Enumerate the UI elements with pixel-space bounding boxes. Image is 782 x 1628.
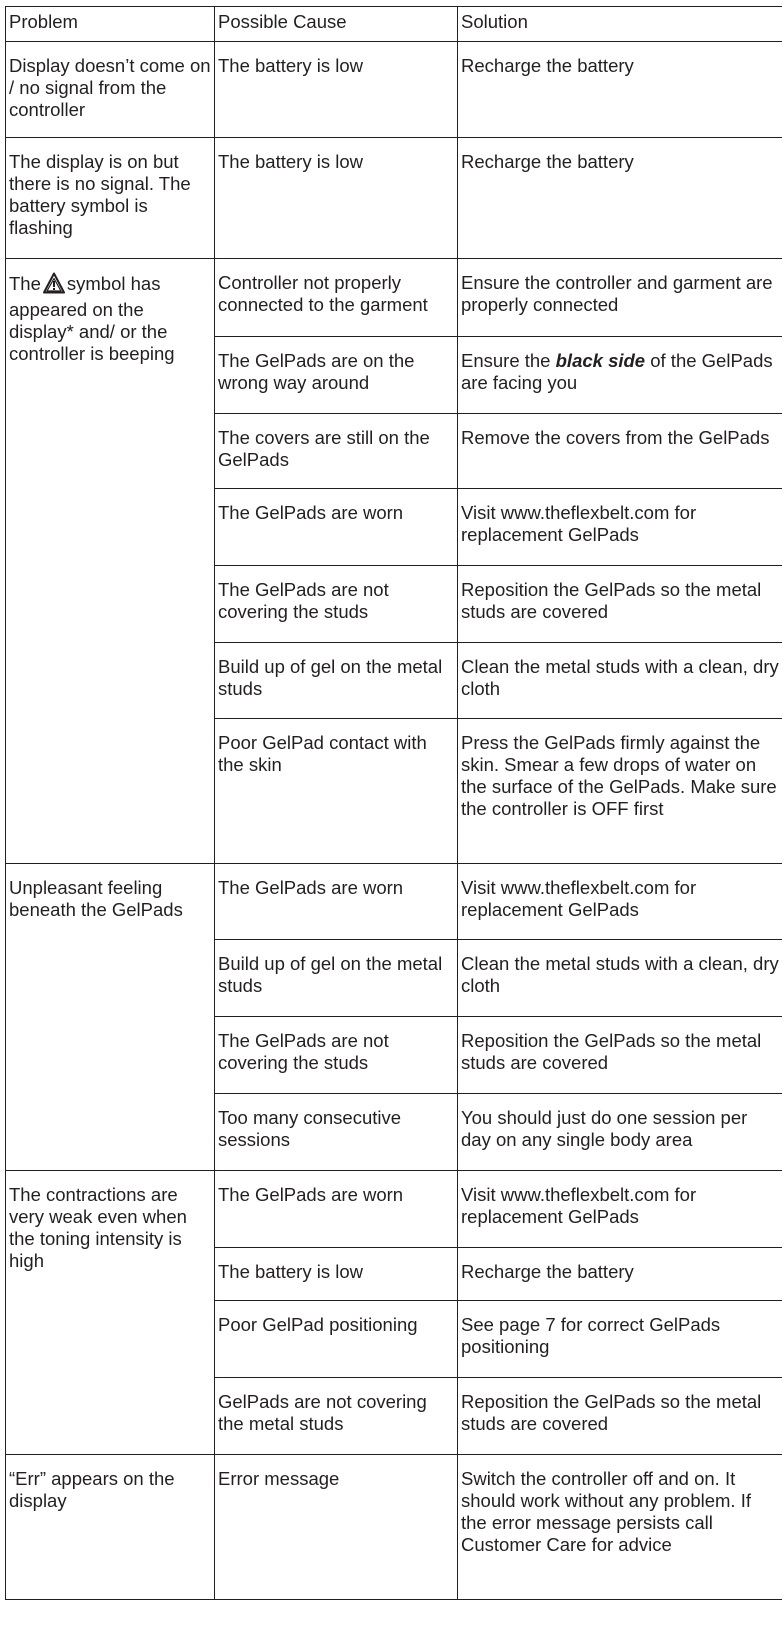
solution-cell: See page 7 for correct GelPads positioning <box>458 1301 782 1378</box>
table-row <box>6 1171 782 1248</box>
cause-cell: The GelPads are worn <box>215 864 458 940</box>
problem-cell: “Err” appears on the display <box>6 1455 215 1600</box>
cause-cell: Build up of gel on the metal studs <box>215 940 458 1017</box>
solution-suffix: of the GelPads are facing you <box>461 350 773 393</box>
solution-cell: Recharge the battery <box>458 138 782 259</box>
solution-cell: Clean the metal studs with a clean, dry cloth <box>458 940 782 1017</box>
cause-cell: The GelPads are on the wrong way around <box>215 337 458 414</box>
header-problem: Problem <box>6 7 215 42</box>
solution-cell: You should just do one session per day on any single body area <box>458 1094 782 1171</box>
problem-cell: The contractions are very weak even when the toning intensity is high <box>6 1171 215 1455</box>
solution-cell: Reposition the GelPads so the metal studs are covered <box>458 566 782 643</box>
problem-suffix: symbol has appeared on the display* and/ or the controller is beeping <box>9 273 175 364</box>
header-solution: Solution <box>458 7 782 42</box>
cause-cell: Build up of gel on the metal studs <box>215 643 458 719</box>
solution-cell: Remove the covers from the GelPads <box>458 414 782 489</box>
solution-cell: Press the GelPads firmly against the skin. Smear a few drops of water on the surface of the GelPads. Make sure the controller is OFF first <box>458 719 782 864</box>
solution-cell: Reposition the GelPads so the metal studs are covered <box>458 1017 782 1094</box>
cause-cell: Poor GelPad positioning <box>215 1301 458 1378</box>
cause-cell: GelPads are not covering the metal studs <box>215 1378 458 1455</box>
solution-prefix: Ensure the <box>461 350 551 371</box>
cause-cell: Controller not properly connected to the garment <box>215 259 458 337</box>
header-cause: Possible Cause <box>215 7 458 42</box>
solution-cell: Visit www.theflexbelt.com for replacement GelPads <box>458 489 782 566</box>
table-row <box>6 138 782 259</box>
solution-cell: Recharge the battery <box>458 1248 782 1301</box>
problem-cell-warning <box>6 259 215 864</box>
cause-cell: The GelPads are not covering the studs <box>215 566 458 643</box>
problem-prefix: The <box>9 273 41 294</box>
cause-cell: The battery is low <box>215 42 458 138</box>
warning-triangle-icon <box>43 272 65 299</box>
troubleshooting-table <box>5 6 782 1600</box>
cause-cell: The battery is low <box>215 1248 458 1301</box>
cause-cell: The GelPads are not covering the studs <box>215 1017 458 1094</box>
solution-cell: Visit www.theflexbelt.com for replacement GelPads <box>458 1171 782 1248</box>
solution-cell <box>458 337 782 414</box>
cause-cell: Poor GelPad contact with the skin <box>215 719 458 864</box>
solution-cell: Visit www.theflexbelt.com for replacement GelPads <box>458 864 782 940</box>
solution-cell: Clean the metal studs with a clean, dry cloth <box>458 643 782 719</box>
cause-cell: The GelPads are worn <box>215 489 458 566</box>
table-row <box>6 864 782 940</box>
solution-cell: Reposition the GelPads so the metal studs are covered <box>458 1378 782 1455</box>
solution-cell: Recharge the battery <box>458 42 782 138</box>
table-row <box>6 42 782 138</box>
cause-cell: The battery is low <box>215 138 458 259</box>
header-row <box>6 7 782 42</box>
problem-cell: The display is on but there is no signal. The battery symbol is flashing <box>6 138 215 259</box>
solution-cell: Ensure the controller and garment are properly connected <box>458 259 782 337</box>
solution-emphasis: black side <box>555 350 646 371</box>
problem-cell: Unpleasant feeling beneath the GelPads <box>6 864 215 1171</box>
solution-cell: Switch the controller off and on. It should work without any problem. If the error message persists call Customer Care for advice <box>458 1455 782 1600</box>
cause-cell: Error message <box>215 1455 458 1600</box>
cause-cell: The GelPads are worn <box>215 1171 458 1248</box>
table-row <box>6 1455 782 1600</box>
cause-cell: The covers are still on the GelPads <box>215 414 458 489</box>
problem-cell: Display doesn’t come on / no signal from the controller <box>6 42 215 138</box>
table-row <box>6 259 782 337</box>
cause-cell: Too many consecutive sessions <box>215 1094 458 1171</box>
